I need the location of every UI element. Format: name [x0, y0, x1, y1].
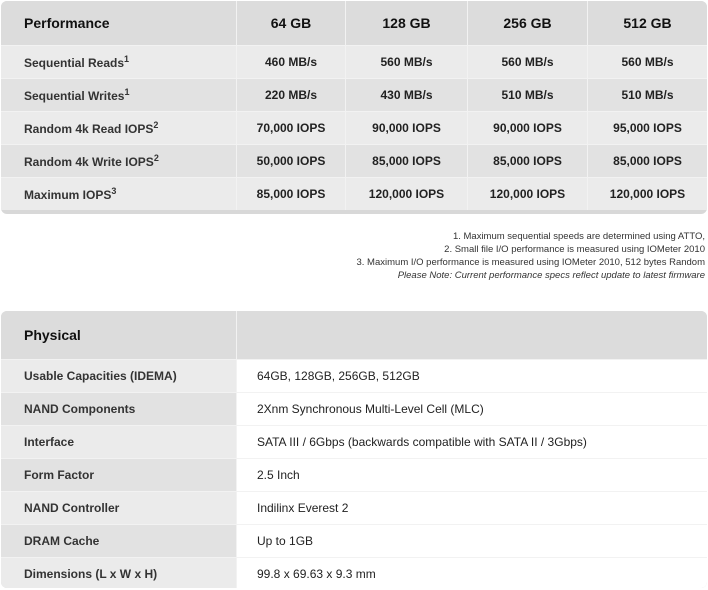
table-cell: 70,000 IOPS — [236, 111, 345, 144]
table-cell: 430 MB/s — [345, 78, 467, 111]
table-row — [1, 557, 707, 588]
row-label: Sequential Reads$^1$ — [1, 45, 236, 78]
capacity-header: 512 GB — [587, 1, 707, 45]
footnote-marker: 3 — [111, 186, 117, 196]
row-label: DRAM Cache — [1, 524, 236, 557]
table-cell: 510 MB/s — [467, 78, 587, 111]
footnote-marker: 1 — [124, 87, 130, 97]
row-label: NAND Components — [1, 392, 236, 425]
table-cell: 50,000 IOPS — [236, 144, 345, 177]
table-cell: Up to 1GB — [236, 524, 707, 557]
performance-table — [1, 1, 707, 214]
table-cell: 510 MB/s — [587, 78, 707, 111]
table-cell: 120,000 IOPS — [467, 177, 587, 210]
table-row — [1, 144, 707, 177]
table-row — [1, 78, 707, 111]
table-row — [1, 177, 707, 210]
row-label: Interface — [1, 425, 236, 458]
physical-header-blank — [236, 311, 707, 359]
table-cell: 85,000 IOPS — [236, 177, 345, 210]
table-cell: 560 MB/s — [587, 45, 707, 78]
table-cell: 99.8 x 69.63 x 9.3 mm — [236, 557, 707, 588]
table-cell: 90,000 IOPS — [467, 111, 587, 144]
row-label: Dimensions (L x W x H) — [1, 557, 236, 588]
footnote-marker: 1 — [124, 54, 130, 64]
table-cell: 85,000 IOPS — [467, 144, 587, 177]
table-cell: SATA III / 6Gbps (backwards compatible with SATA II / 3Gbps) — [236, 425, 707, 458]
table-row — [1, 45, 707, 78]
footnote: 2. Small file I/O performance is measured using IOMeter 2010 — [444, 244, 705, 255]
physical-table — [1, 311, 707, 588]
capacity-header: 64 GB — [236, 1, 345, 45]
capacity-header: 128 GB — [345, 1, 467, 45]
table-cell: 120,000 IOPS — [587, 177, 707, 210]
footnote-marker: 2 — [153, 153, 159, 163]
footnote-marker: 2 — [153, 120, 159, 130]
table-cell: 560 MB/s — [345, 45, 467, 78]
table-row — [1, 458, 707, 491]
table-row — [1, 392, 707, 425]
row-label: Random 4k Read IOPS$^2$ — [1, 111, 236, 144]
table-cell: 2Xnm Synchronous Multi-Level Cell (MLC) — [236, 392, 707, 425]
table-cell: 64GB, 128GB, 256GB, 512GB — [236, 359, 707, 392]
table-cell: 460 MB/s — [236, 45, 345, 78]
row-label: Sequential Writes$^1$ — [1, 78, 236, 111]
row-label: Form Factor — [1, 458, 236, 491]
capacity-header: 256 GB — [467, 1, 587, 45]
physical-header-row — [1, 311, 707, 359]
table-cell: Indilinx Everest 2 — [236, 491, 707, 524]
table-row — [1, 359, 707, 392]
table-row — [1, 524, 707, 557]
table-cell: 120,000 IOPS — [345, 177, 467, 210]
physical-heading: Physical — [1, 311, 236, 359]
footnote: 1. Maximum sequential speeds are determined using ATTO, — [452, 231, 705, 242]
table-cell: 90,000 IOPS — [345, 111, 467, 144]
footnote: 3. Maximum I/O performance is measured using IOMeter 2010, 512 bytes Random — [356, 257, 705, 268]
table-cell: 85,000 IOPS — [587, 144, 707, 177]
table-cell: 95,000 IOPS — [587, 111, 707, 144]
row-label: Random 4k Write IOPS$^2$ — [1, 144, 236, 177]
table-cell: 560 MB/s — [467, 45, 587, 78]
performance-heading: Performance — [1, 1, 236, 45]
table-row — [1, 111, 707, 144]
footnotes — [357, 230, 706, 282]
table-row — [1, 425, 707, 458]
performance-header-row — [1, 1, 707, 45]
row-label: Usable Capacities (IDEMA) — [1, 359, 236, 392]
table-cell: 2.5 Inch — [236, 458, 707, 491]
row-label: NAND Controller — [1, 491, 236, 524]
table-row — [1, 491, 707, 524]
firmware-note: Please Note: Current performance specs reflect update to latest firmware — [397, 270, 705, 281]
table-cell: 220 MB/s — [236, 78, 345, 111]
row-label: Maximum IOPS$^3$ — [1, 177, 236, 210]
table-cell: 85,000 IOPS — [345, 144, 467, 177]
